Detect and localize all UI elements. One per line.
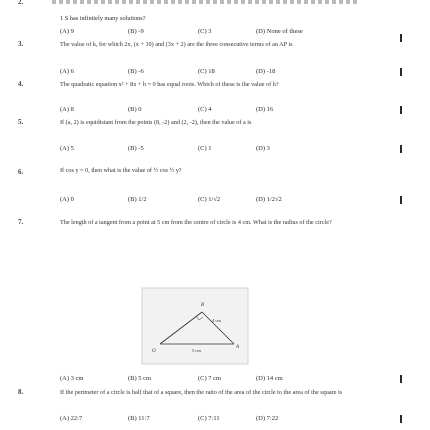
right-mark: [400, 34, 402, 42]
point-label-o: O: [152, 349, 156, 354]
question-number: 8.: [18, 388, 24, 396]
question-number: 5.: [18, 118, 24, 126]
question-text: If (a, 2) is equidistant from the points (8, -2) and (2, -2), then the value of a is: [60, 119, 252, 126]
point-label-a: A: [236, 345, 240, 350]
option-a: (A) 3 cm: [60, 375, 84, 382]
question-number: 4.: [18, 80, 24, 88]
question-number: 2.: [18, 0, 24, 6]
option-b: (B) -5: [128, 145, 144, 152]
question-text: The length of a tangent from a point at 5 cm from the centre of circle is 4 cm. What is the radius of the circle?: [60, 219, 332, 226]
option-a: (A) 5: [60, 145, 74, 152]
question-options: [60, 415, 360, 425]
option-c: (C) 7 cm: [198, 375, 222, 382]
option-c: (C) 1/√2: [198, 196, 221, 203]
header-line: 1 S has infinitely many solutions?: [60, 15, 146, 22]
question-options: [60, 106, 360, 116]
option-b: (B) 0: [128, 106, 142, 113]
question-text: If cos y = 0, then what is the value of ½ cos ½ y?: [60, 167, 182, 174]
right-mark: [400, 196, 402, 204]
option-b: (B) 11:7: [128, 415, 150, 422]
question-number: 7.: [18, 218, 24, 226]
option-d: (D) 7:22: [256, 415, 279, 422]
option-b: (B) -6: [128, 68, 144, 75]
tangent-diagram: [140, 286, 250, 366]
right-mark: [400, 415, 402, 423]
option-a: (A) 9: [60, 28, 74, 35]
question-text: The value of k, for which 2x, (x + 10) and (3x + 2) are the three consecutive terms of an AP is: [60, 41, 293, 48]
option-c: (C) 1: [198, 145, 212, 152]
option-c: (C) 3: [198, 28, 212, 35]
header-options: [60, 28, 360, 38]
question-number: 6.: [18, 168, 24, 176]
option-a: (A) 8: [60, 106, 74, 113]
right-mark: [400, 145, 402, 153]
option-d: (D) -18: [256, 68, 276, 75]
option-d: (D) None of these: [256, 28, 303, 35]
option-d: (D) 3: [256, 145, 270, 152]
question-text: The quadratic equation x² + 8x + h = 0 has equal roots. Which of these is the value of h?: [60, 81, 279, 88]
option-d: (D) 14 cm: [256, 375, 283, 382]
point-label-b: B: [201, 303, 205, 308]
option-a: (A) 22:7: [60, 415, 83, 422]
question-options: [60, 375, 360, 385]
option-d: (D) 16: [256, 106, 274, 113]
option-b: (B) -9: [128, 28, 144, 35]
option-b: (B) 5 cm: [128, 375, 152, 382]
question-options: [60, 68, 360, 78]
top-border: [52, 0, 360, 4]
right-mark: [400, 375, 402, 383]
option-a: (A) 0: [60, 196, 74, 203]
option-b: (B) 1/2: [128, 196, 147, 203]
option-c: (C) 4: [198, 106, 212, 113]
question-options: [60, 196, 360, 206]
option-a: (A) 6: [60, 68, 74, 75]
length-label-oa: 5 cm: [192, 348, 201, 353]
right-mark: [400, 106, 402, 114]
option-c: (C) 18: [198, 68, 215, 75]
option-d: (D) 1/2√2: [256, 196, 282, 203]
question-text: If the perimeter of a circle is half that of a square, then the ratio of the area of the circle to the area of the square is: [60, 389, 343, 396]
right-mark: [400, 68, 402, 76]
question-number: 3.: [18, 40, 24, 48]
option-c: (C) 7:11: [198, 415, 220, 422]
length-label-ab: 4 cm: [212, 318, 221, 323]
question-options: [60, 145, 360, 155]
